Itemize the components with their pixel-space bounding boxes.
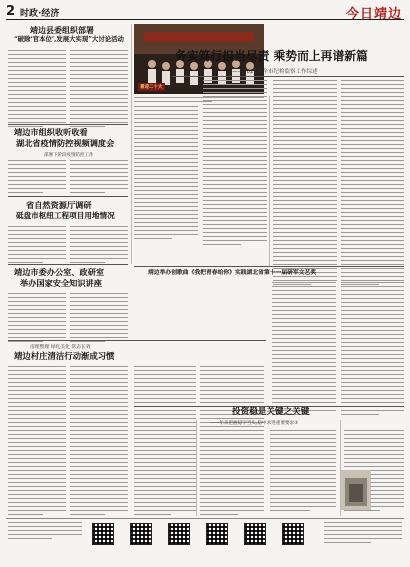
article-8-body-col2: [270, 430, 336, 514]
article-4-headline-2: 举办国家安全知识讲座: [20, 278, 102, 288]
page-number: 2: [6, 4, 16, 19]
footer-bar: [6, 518, 404, 562]
column-rule: [196, 420, 197, 516]
column-rule: [131, 24, 132, 264]
article-4-headline-1: 靖边市委办公室、政研室: [14, 267, 105, 277]
small-photo: [341, 470, 371, 510]
article-1-headline-1: 靖边县委组织部署: [30, 25, 94, 35]
divider: [8, 124, 128, 125]
article-2-body: [8, 160, 66, 196]
article-2-body-col2: [70, 160, 128, 196]
article-3-body: [8, 226, 66, 266]
article-7-headline: 靖边举办创歌曲《我把青春给你》实践湖北省第十一届研军文艺奖: [148, 270, 317, 276]
column-rule: [269, 96, 270, 266]
footer-info: [8, 522, 82, 542]
article-1-body: [8, 50, 66, 130]
article-4-body: [8, 293, 66, 345]
article-1-headline-2: “破除‘官本位’,发展大实现”大讨论活动: [14, 35, 124, 43]
divider: [8, 196, 128, 197]
qr-code[interactable]: [130, 523, 152, 545]
article-7-body-col1: [272, 282, 336, 418]
article-6-body-col4: [341, 80, 404, 288]
brand-logo: 今日靖边: [345, 7, 402, 22]
article-6-subhead: ——2021年全市纪检监察工作综述: [232, 69, 318, 75]
photo-banner-caption: 喜迎二十大: [140, 85, 163, 90]
article-5-body-col3: [134, 366, 196, 518]
qr-code[interactable]: [92, 523, 114, 545]
footer-contact: [324, 522, 402, 546]
article-1-body-col2: [70, 50, 128, 130]
article-5-headline: 靖边村庄清洁行动渐成习惯: [14, 351, 115, 361]
qr-code[interactable]: [168, 523, 190, 545]
article-2-headline-2: 湖北省疫情防控视频调度会: [16, 138, 115, 148]
article-7-body-col2: [341, 282, 404, 418]
divider: [172, 76, 404, 77]
article-5-kicker: 清理整理 绿化美化 常态长效: [30, 345, 91, 350]
masthead: [6, 4, 404, 20]
qr-code[interactable]: [282, 523, 304, 545]
article-6-headline: 务实笃行担当尽责 乘势而上再谱新篇: [175, 49, 368, 63]
article-6-body-col2: [203, 80, 267, 248]
qr-code[interactable]: [206, 523, 228, 545]
article-3-headline-2: 砥盘市枢纽工程项目用地情况: [16, 211, 115, 220]
article-3-body-col2: [70, 226, 128, 266]
divider: [8, 264, 128, 265]
article-3-headline-1: 省自然资源厅调研: [26, 200, 92, 210]
article-6-body-col1: [134, 106, 198, 242]
article-5-body-col2: [70, 366, 128, 518]
article-2-subhead: 部署下阶段疫情防控工作: [44, 153, 94, 158]
divider: [134, 266, 404, 267]
qr-code[interactable]: [244, 523, 266, 545]
article-5-body-col1: [8, 366, 66, 518]
article-4-body-col2: [70, 293, 128, 345]
divider: [8, 340, 266, 341]
article-8-body-col1: [200, 430, 264, 514]
article-8-subhead: ——年来把握稳字当头,稳中求进重要要求③: [210, 421, 299, 426]
section-title: 时政·经济: [20, 9, 60, 19]
article-8-headline: 投资稳是关键之关键: [232, 407, 310, 417]
article-6-body-col3: [273, 80, 337, 288]
article-2-headline-1: 靖边市组织收听收看: [14, 127, 88, 137]
